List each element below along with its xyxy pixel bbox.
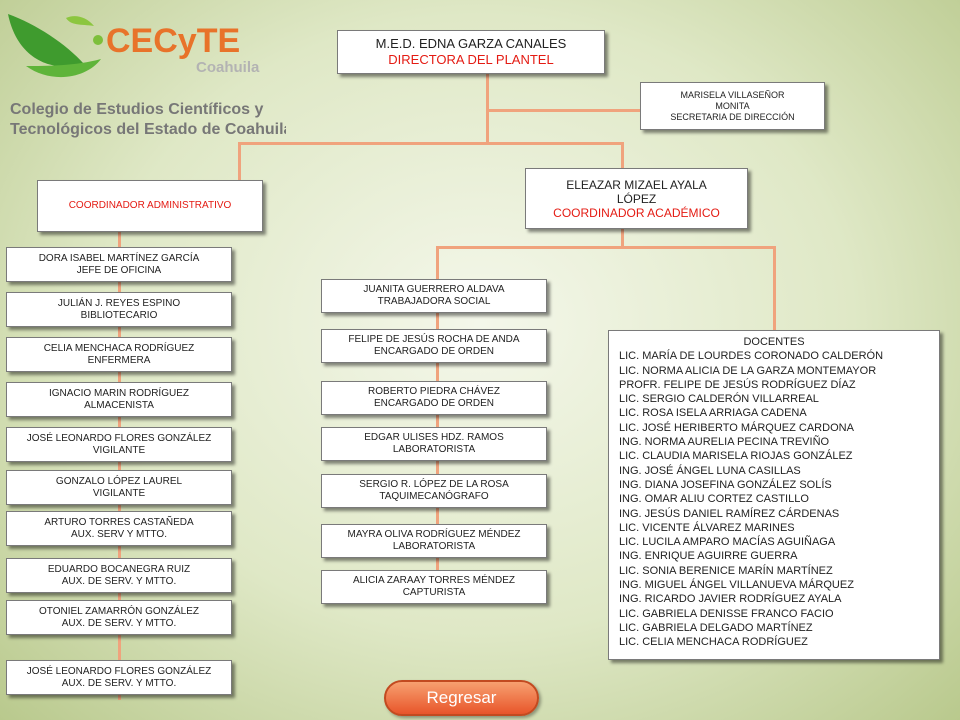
docente-item: LIC. SERGIO CALDERÓN VILLARREAL bbox=[619, 393, 819, 406]
staff-name: JULIÁN J. REYES ESPINO bbox=[57, 297, 181, 309]
coord-acad-role: COORDINADOR ACADÉMICO bbox=[553, 205, 720, 220]
docente-item: LIC. MARÍA DE LOURDES CORONADO CALDERÓN bbox=[619, 350, 884, 363]
staff-role: JEFE DE OFICINA bbox=[76, 264, 162, 276]
docente-item: ING. OMAR ALIU CORTEZ CASTILLO bbox=[619, 493, 809, 506]
staff-role: AUX. DE SERV. Y MTTO. bbox=[61, 575, 177, 587]
acad-staff-box bbox=[321, 427, 547, 461]
admin-staff-box bbox=[6, 427, 232, 462]
staff-role: LABORATORISTA bbox=[392, 541, 476, 552]
docente-item: LIC. CELIA MENCHACA RODRÍGUEZ bbox=[619, 636, 808, 649]
connector-line bbox=[436, 246, 776, 249]
acad-staff-box bbox=[321, 329, 547, 363]
docente-item: ING. RICARDO JAVIER RODRÍGUEZ AYALA bbox=[619, 593, 842, 606]
secretaria-role: SECRETARIA DE DIRECCIÓN bbox=[670, 111, 795, 122]
docente-item: LIC. CLAUDIA MARISELA RIOJAS GONZÁLEZ bbox=[619, 450, 853, 463]
docentes-title: DOCENTES bbox=[743, 336, 805, 348]
docente-item: ING. JESÚS DANIEL RAMÍREZ CÁRDENAS bbox=[619, 507, 840, 520]
staff-role: TAQUIMECANÓGRAFO bbox=[379, 491, 489, 502]
staff-role: AUX. DE SERV. Y MTTO. bbox=[61, 617, 177, 629]
staff-name: JOSÉ LEONARDO FLORES GONZÁLEZ bbox=[26, 432, 212, 444]
coord-admin-role: COORDINADOR ADMINISTRATIVO bbox=[68, 200, 232, 211]
staff-name: ROBERTO PIEDRA CHÁVEZ bbox=[368, 386, 500, 397]
acad-staff-box bbox=[321, 381, 547, 415]
coord-acad-box bbox=[525, 168, 748, 229]
admin-staff-box bbox=[6, 247, 232, 282]
admin-staff-box bbox=[6, 660, 232, 695]
docente-item: ING. MIGUEL ÁNGEL VILLANUEVA MÁRQUEZ bbox=[619, 579, 854, 592]
docente-item: LIC. GABRIELA DENISSE FRANCO FACIO bbox=[619, 607, 834, 620]
staff-name: ARTURO TORRES CASTAÑEDA bbox=[44, 516, 194, 528]
acad-staff-box bbox=[321, 524, 547, 558]
coord-acad-name-1: ELEAZAR MIZAEL AYALA bbox=[566, 177, 707, 192]
staff-role: ENFERMERA bbox=[87, 354, 151, 366]
acad-staff-box bbox=[321, 570, 547, 604]
docentes-box bbox=[608, 330, 940, 660]
staff-name: MAYRA OLIVA RODRÍGUEZ MÉNDEZ bbox=[347, 529, 521, 540]
staff-name: DORA ISABEL MARTÍNEZ GARCÍA bbox=[38, 252, 200, 264]
connector-line bbox=[621, 142, 624, 169]
staff-name: EDUARDO BOCANEGRA RUIZ bbox=[47, 563, 191, 575]
staff-name: FELIPE DE JESÚS ROCHA DE ANDA bbox=[348, 334, 520, 345]
staff-role: BIBLIOTECARIO bbox=[80, 309, 158, 321]
staff-name: IGNACIO MARIN RODRÍGUEZ bbox=[48, 387, 189, 399]
docente-item: LIC. GABRIELA DELGADO MARTÍNEZ bbox=[619, 621, 813, 634]
staff-name: JUANITA GUERRERO ALDAVA bbox=[363, 284, 505, 295]
staff-role: AUX. DE SERV. Y MTTO. bbox=[61, 677, 177, 689]
staff-name: EDGAR ULISES HDZ. RAMOS bbox=[364, 432, 504, 443]
docente-item: ING. JOSÉ ÁNGEL LUNA CASILLAS bbox=[619, 464, 801, 477]
staff-name: ALICIA ZARAAY TORRES MÉNDEZ bbox=[352, 575, 516, 586]
docente-item: LIC. NORMA ALICIA DE LA GARZA MONTEMAYOR bbox=[619, 364, 877, 377]
docente-item: ING. NORMA AURELIA PECINA TREVIÑO bbox=[619, 436, 830, 449]
coord-admin-box bbox=[37, 180, 263, 232]
staff-name: OTONIEL ZAMARRÓN GONZÁLEZ bbox=[38, 605, 200, 617]
staff-name: SERGIO R. LÓPEZ DE LA ROSA bbox=[359, 479, 509, 490]
secretaria-box bbox=[640, 82, 825, 130]
docente-item: PROFR. FELIPE DE JESÚS RODRÍGUEZ DÍAZ bbox=[619, 378, 856, 391]
docente-item: ING. DIANA JOSEFINA GONZÁLEZ SOLÍS bbox=[619, 478, 832, 491]
connector-line bbox=[238, 142, 624, 145]
admin-staff-box bbox=[6, 600, 232, 635]
docente-item: LIC. LUCILA AMPARO MACÍAS AGUIÑAGA bbox=[619, 536, 836, 549]
connector-line bbox=[238, 142, 241, 180]
director-role: DIRECTORA DEL PLANTEL bbox=[388, 52, 554, 67]
secretaria-name-2: MONITA bbox=[715, 100, 750, 111]
director-box bbox=[337, 30, 605, 74]
staff-name: JOSÉ LEONARDO FLORES GONZÁLEZ bbox=[26, 665, 212, 677]
staff-role: ENCARGADO DE ORDEN bbox=[373, 346, 494, 357]
connector-line bbox=[773, 246, 776, 332]
staff-role: VIGILANTE bbox=[92, 487, 146, 499]
docente-item: LIC. SONIA BERENICE MARÍN MARTÍNEZ bbox=[619, 564, 833, 577]
staff-role: CAPTURISTA bbox=[402, 587, 466, 598]
acad-staff-box bbox=[321, 474, 547, 508]
acad-staff-box bbox=[321, 279, 547, 313]
staff-role: ENCARGADO DE ORDEN bbox=[373, 398, 494, 409]
admin-staff-box bbox=[6, 382, 232, 417]
regresar-button[interactable]: Regresar bbox=[384, 680, 539, 716]
staff-name: GONZALO LÓPEZ LAUREL bbox=[55, 475, 183, 487]
admin-staff-box bbox=[6, 470, 232, 505]
connector-line bbox=[486, 109, 642, 112]
director-name: M.E.D. EDNA GARZA CANALES bbox=[375, 36, 567, 51]
logo-line1: Colegio de Estudios Científicos y bbox=[10, 101, 264, 118]
logo-brand-text: CECyTE bbox=[106, 22, 241, 60]
logo-line2: Tecnológicos del Estado de Coahuila bbox=[10, 121, 286, 138]
staff-role: LABORATORISTA bbox=[392, 444, 476, 455]
admin-staff-box bbox=[6, 511, 232, 546]
staff-name: CELIA MENCHACA RODRÍGUEZ bbox=[43, 342, 195, 354]
admin-staff-box bbox=[6, 292, 232, 327]
staff-role: TRABAJADORA SOCIAL bbox=[377, 296, 491, 307]
admin-staff-box bbox=[6, 337, 232, 372]
docente-item: LIC. VICENTE ÁLVAREZ MARINES bbox=[619, 521, 795, 534]
docente-item: ING. ENRIQUE AGUIRRE GUERRA bbox=[619, 550, 798, 563]
staff-role: AUX. SERV Y MTTO. bbox=[71, 528, 167, 540]
secretaria-name-1: MARISELA VILLASEÑOR bbox=[680, 89, 785, 100]
cecyte-logo bbox=[6, 4, 286, 139]
docente-item: LIC. ROSA ISELA ARRIAGA CADENA bbox=[619, 407, 807, 420]
coord-acad-name-2: LÓPEZ bbox=[616, 191, 657, 206]
staff-role: ALMACENISTA bbox=[84, 399, 154, 411]
admin-staff-box bbox=[6, 558, 232, 593]
logo-state-text: Coahuila bbox=[196, 59, 260, 76]
cecyte-logo-graphic bbox=[6, 4, 286, 139]
staff-role: VIGILANTE bbox=[92, 444, 146, 456]
docente-item: LIC. JOSÉ HERIBERTO MÁRQUEZ CARDONA bbox=[619, 421, 854, 434]
